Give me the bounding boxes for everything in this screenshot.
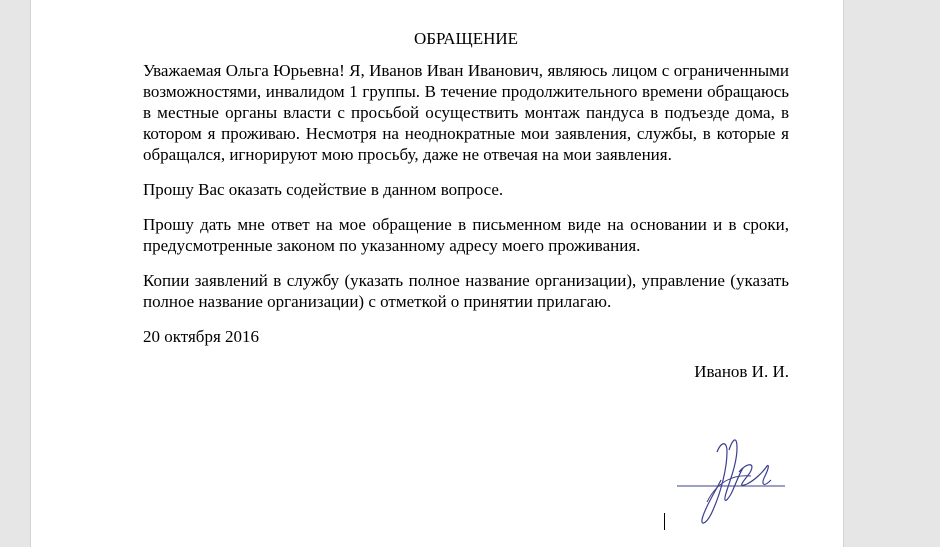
document-body[interactable] — [143, 28, 789, 382]
document-page[interactable] — [30, 0, 844, 547]
paragraph-request-answer: Прошу дать мне ответ на мое обращение в письменном виде на основании и в сроки, предусмотренные законом по указанному адресу моего проживания. — [143, 215, 789, 255]
signer-name: Иванов И. И. — [694, 362, 789, 381]
paragraph-appeal: Уважаемая Ольга Юрьевна! Я, Иванов Иван Иванович, являюсь лицом с ограниченными возможностями, инвалидом 1 группы. В течение продолжительного времени обращаюсь в местные органы власти с просьбой осуществить монтаж пандуса в подъезде дома, в котором я проживаю. Несмотря на неоднократные мои заявления, службы, в которые я обращался, игнорируют мою просьбу, даже не отвечая на мои заявления. — [143, 61, 789, 164]
text-cursor — [664, 513, 665, 530]
paragraph-attachments: Копии заявлений в службу (указать полное название организации), управление (указать полное название организации) с отметкой о принятии прилагаю. — [143, 271, 789, 311]
handwritten-signature — [677, 432, 792, 532]
document-date: 20 октября 2016 — [143, 327, 260, 346]
document-title: ОБРАЩЕНИЕ — [413, 29, 519, 48]
paragraph-request-assistance: Прошу Вас оказать содействие в данном вопросе. — [143, 180, 504, 199]
